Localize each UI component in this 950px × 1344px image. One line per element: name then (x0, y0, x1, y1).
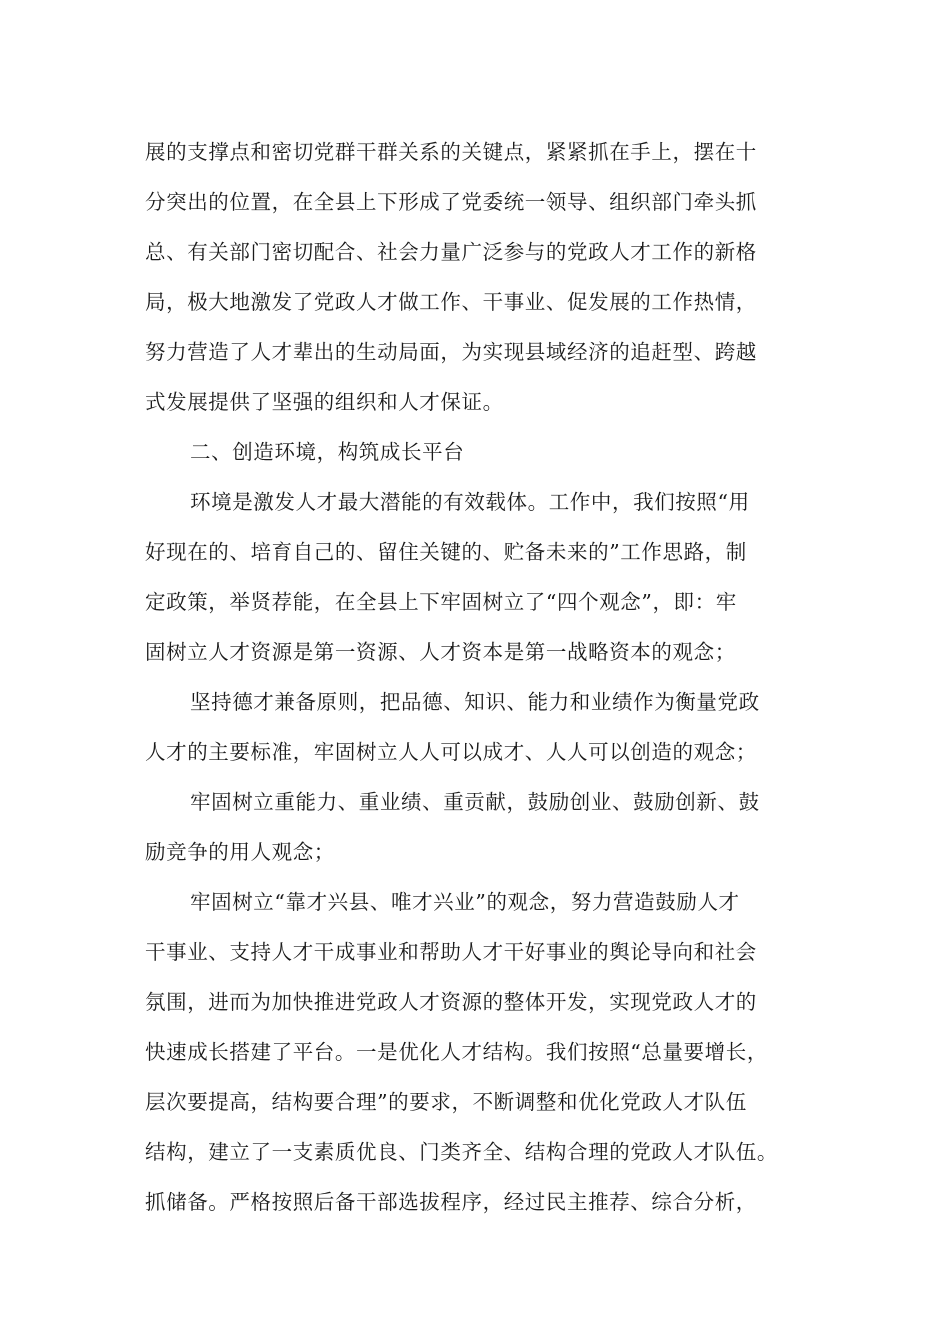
text-line: 牢固树立重能力、重业绩、重贡献，鼓励创业、鼓励创新、鼓 (190, 790, 760, 814)
text-line: 环境是激发人才最大潜能的有效载体。工作中，我们按照“用 (190, 490, 750, 514)
text-line: 抓储备。严格按照后备干部选拔程序，经过民主推荐、综合分析， (145, 1190, 757, 1214)
body-text (145, 127, 810, 1227)
text-line: 局，极大地激发了党政人才做工作、干事业、促发展的工作热情， (145, 290, 757, 314)
text-line: 固树立人才资源是第一资源、人才资本是第一战略资本的观念； (145, 640, 736, 664)
text-line: 式发展提供了坚强的组织和人才保证。 (145, 390, 504, 414)
text-line: 展的支撑点和密切党群干群关系的关键点，紧紧抓在手上，摆在十 (145, 140, 757, 164)
text-line: 定政策，举贤荐能，在全县上下牢固树立了“四个观念”，即：牢 (145, 590, 737, 614)
text-line: 总、有关部门密切配合、社会力量广泛参与的党政人才工作的新格 (145, 240, 757, 264)
text-line: 干事业、支持人才干成事业和帮助人才干好事业的舆论导向和社会 (145, 940, 757, 964)
text-line: 二、创造环境，构筑成长平台 (190, 440, 465, 464)
text-line: 结构，建立了一支素质优良、门类齐全、结构合理的党政人才队伍。 (145, 1140, 778, 1164)
text-line: 人才的主要标准，牢固树立人人可以成才、人人可以创造的观念； (145, 740, 757, 764)
text-line: 好现在的、培育自己的、留住关键的、贮备未来的”工作思路，制 (145, 540, 747, 564)
text-line: 牢固树立“靠才兴县、唯才兴业”的观念，努力营造鼓励人才 (190, 890, 740, 914)
text-line: 快速成长搭建了平台。一是优化人才结构。我们按照“总量要增长， (145, 1040, 768, 1064)
text-line: 坚持德才兼备原则，把品德、知识、能力和业绩作为衡量党政 (190, 690, 760, 714)
text-line: 层次要提高，结构要合理”的要求，不断调整和优化党政人才队伍 (145, 1090, 747, 1114)
text-line: 励竞争的用人观念； (145, 840, 335, 864)
text-line: 分突出的位置，在全县上下形成了党委统一领导、组织部门牵头抓 (145, 190, 757, 214)
text-line: 努力营造了人才辈出的生动局面，为实现县域经济的追赶型、跨越 (145, 340, 757, 364)
text-line: 氛围，进而为加快推进党政人才资源的整体开发，实现党政人才的 (145, 990, 757, 1014)
